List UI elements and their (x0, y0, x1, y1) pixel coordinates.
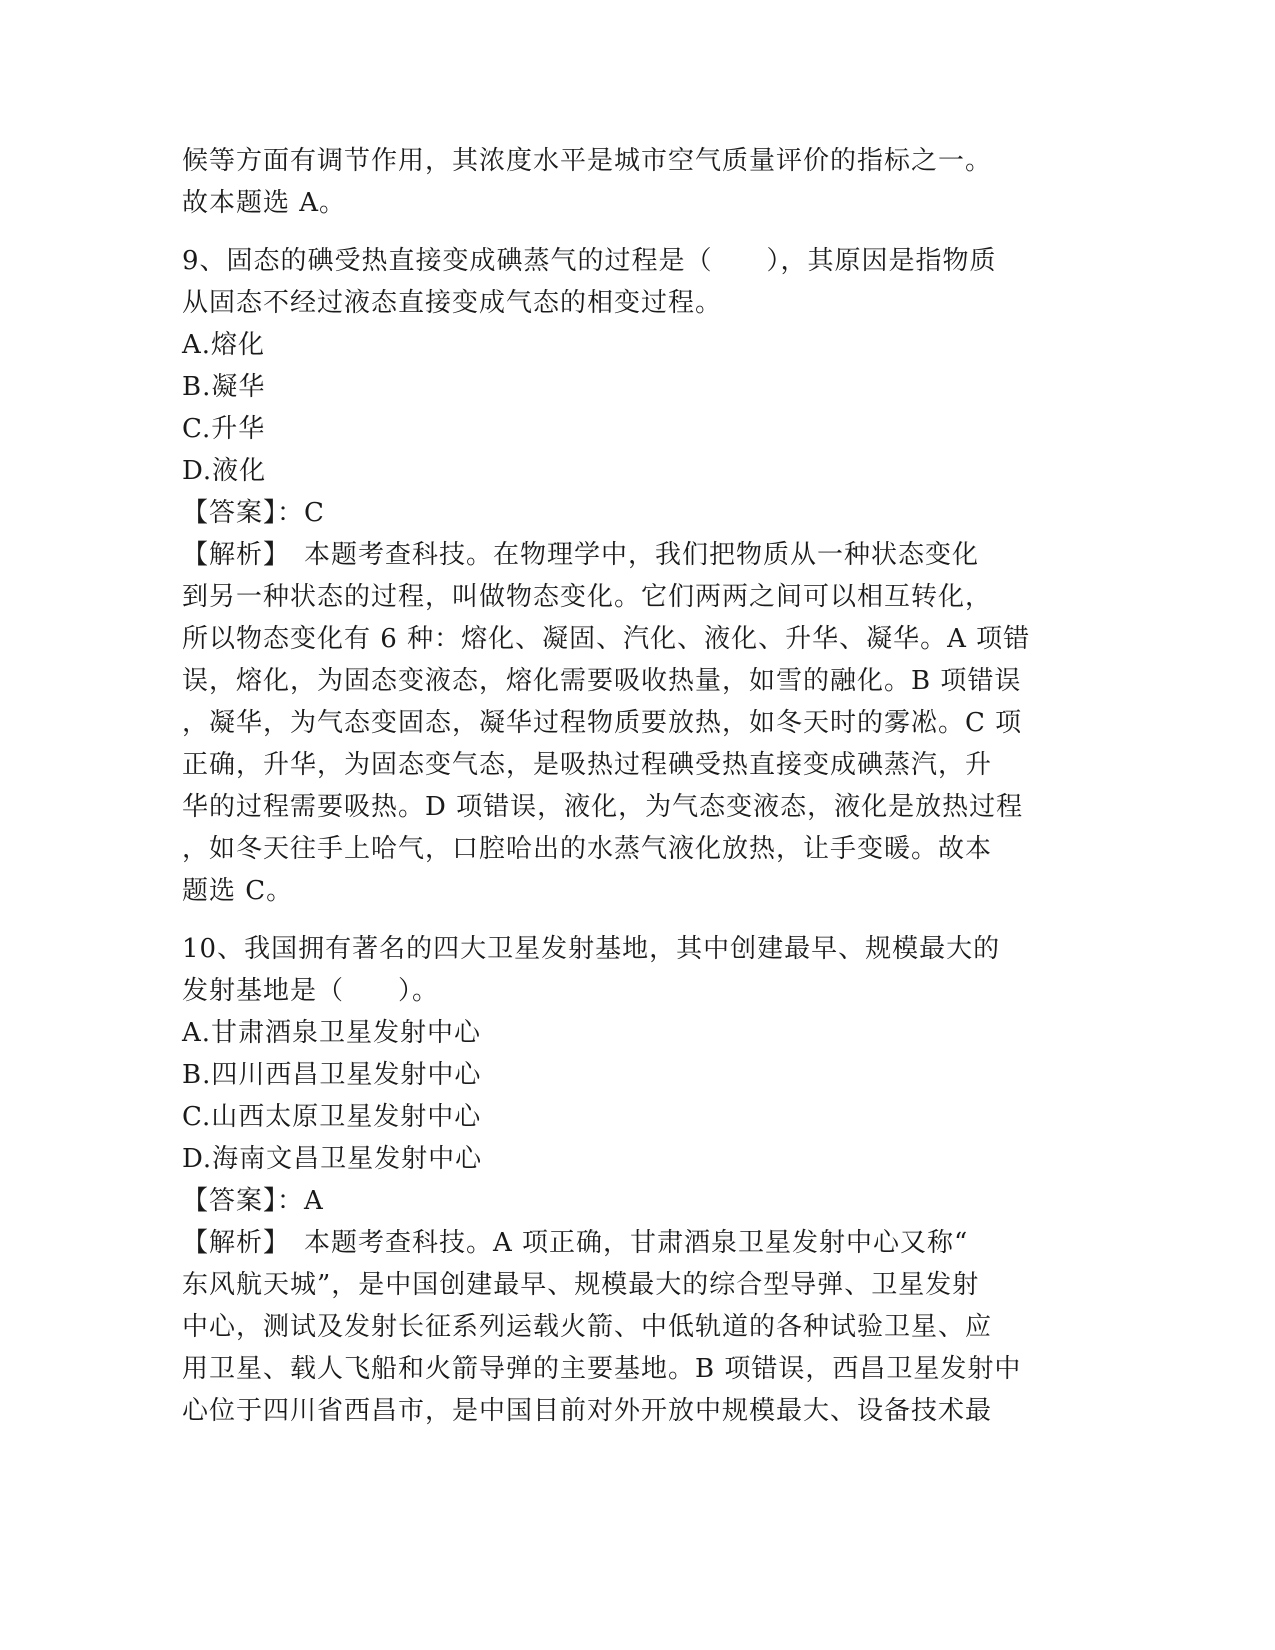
option-c: C.升华 (182, 414, 266, 444)
analysis-line: ，如冬天往手上哈气，口腔哈出的水蒸气液化放热，让手变暖。故本 (182, 834, 993, 864)
text-line: 候等方面有调节作用，其浓度水平是城市空气质量评价的指标之一。 (182, 146, 993, 176)
analysis-line: 正确，升华，为固态变气态，是吸热过程碘受热直接变成碘蒸汽，升 (182, 750, 993, 780)
option-b: B.凝华 (182, 372, 266, 402)
analysis-line: 中心，测试及发射长征系列运载火箭、中低轨道的各种试验卫星、应 (182, 1312, 993, 1342)
analysis-line: ，凝华，为气态变固态，凝华过程物质要放热，如冬天时的雾凇。C 项 (182, 708, 1023, 738)
option-d: D.海南文昌卫星发射中心 (182, 1144, 483, 1174)
answer-line: 【答案】：A (182, 1186, 324, 1216)
analysis-line: 【解析】 本题考查科技。在物理学中，我们把物质从一种状态变化 (182, 540, 980, 570)
question-text-line: 10、我国拥有著名的四大卫星发射基地，其中创建最早、规模最大的 (182, 934, 1001, 964)
option-c: C.山西太原卫星发射中心 (182, 1102, 482, 1132)
analysis-line: 华的过程需要吸热。D 项错误，液化，为气态变液态，液化是放热过程 (182, 792, 1024, 822)
question-9 (182, 240, 1082, 912)
analysis-line: 到另一种状态的过程，叫做物态变化。它们两两之间可以相互转化， (182, 582, 993, 612)
option-b: B.四川西昌卫星发射中心 (182, 1060, 482, 1090)
analysis-line: 所以物态变化有 6 种：熔化、凝固、汽化、液化、升华、凝华。A 项错 (182, 624, 1031, 654)
text-line: 故本题选 A。 (182, 188, 347, 218)
document-page (182, 140, 1082, 1432)
question-10 (182, 928, 1082, 1432)
analysis-line: 用卫星、载人飞船和火箭导弹的主要基地。B 项错误，西昌卫星发射中 (182, 1354, 1022, 1384)
analysis-line: 心位于四川省西昌市，是中国目前对外开放中规模最大、设备技术最 (182, 1396, 993, 1426)
option-a: A.甘肃酒泉卫星发射中心 (182, 1018, 482, 1048)
answer-line: 【答案】：C (182, 498, 325, 528)
option-a: A.熔化 (182, 330, 266, 360)
question-text-line: 9、固态的碘受热直接变成碘蒸气的过程是（ ），其原因是指物质 (182, 246, 997, 276)
analysis-line: 题选 C。 (182, 876, 294, 906)
intro-block (182, 140, 1082, 224)
question-text-line: 发射基地是（ ）。 (182, 976, 440, 1006)
analysis-line: 误，熔化，为固态变液态，熔化需要吸收热量，如雪的融化。B 项错误 (182, 666, 1022, 696)
question-text-line: 从固态不经过液态直接变成气态的相变过程。 (182, 288, 723, 318)
analysis-line: 【解析】 本题考查科技。A 项正确，甘肃酒泉卫星发射中心又称“ (182, 1228, 969, 1258)
option-d: D.液化 (182, 456, 267, 486)
analysis-line: 东风航天城”，是中国创建最早、规模最大的综合型导弹、卫星发射 (182, 1270, 980, 1300)
